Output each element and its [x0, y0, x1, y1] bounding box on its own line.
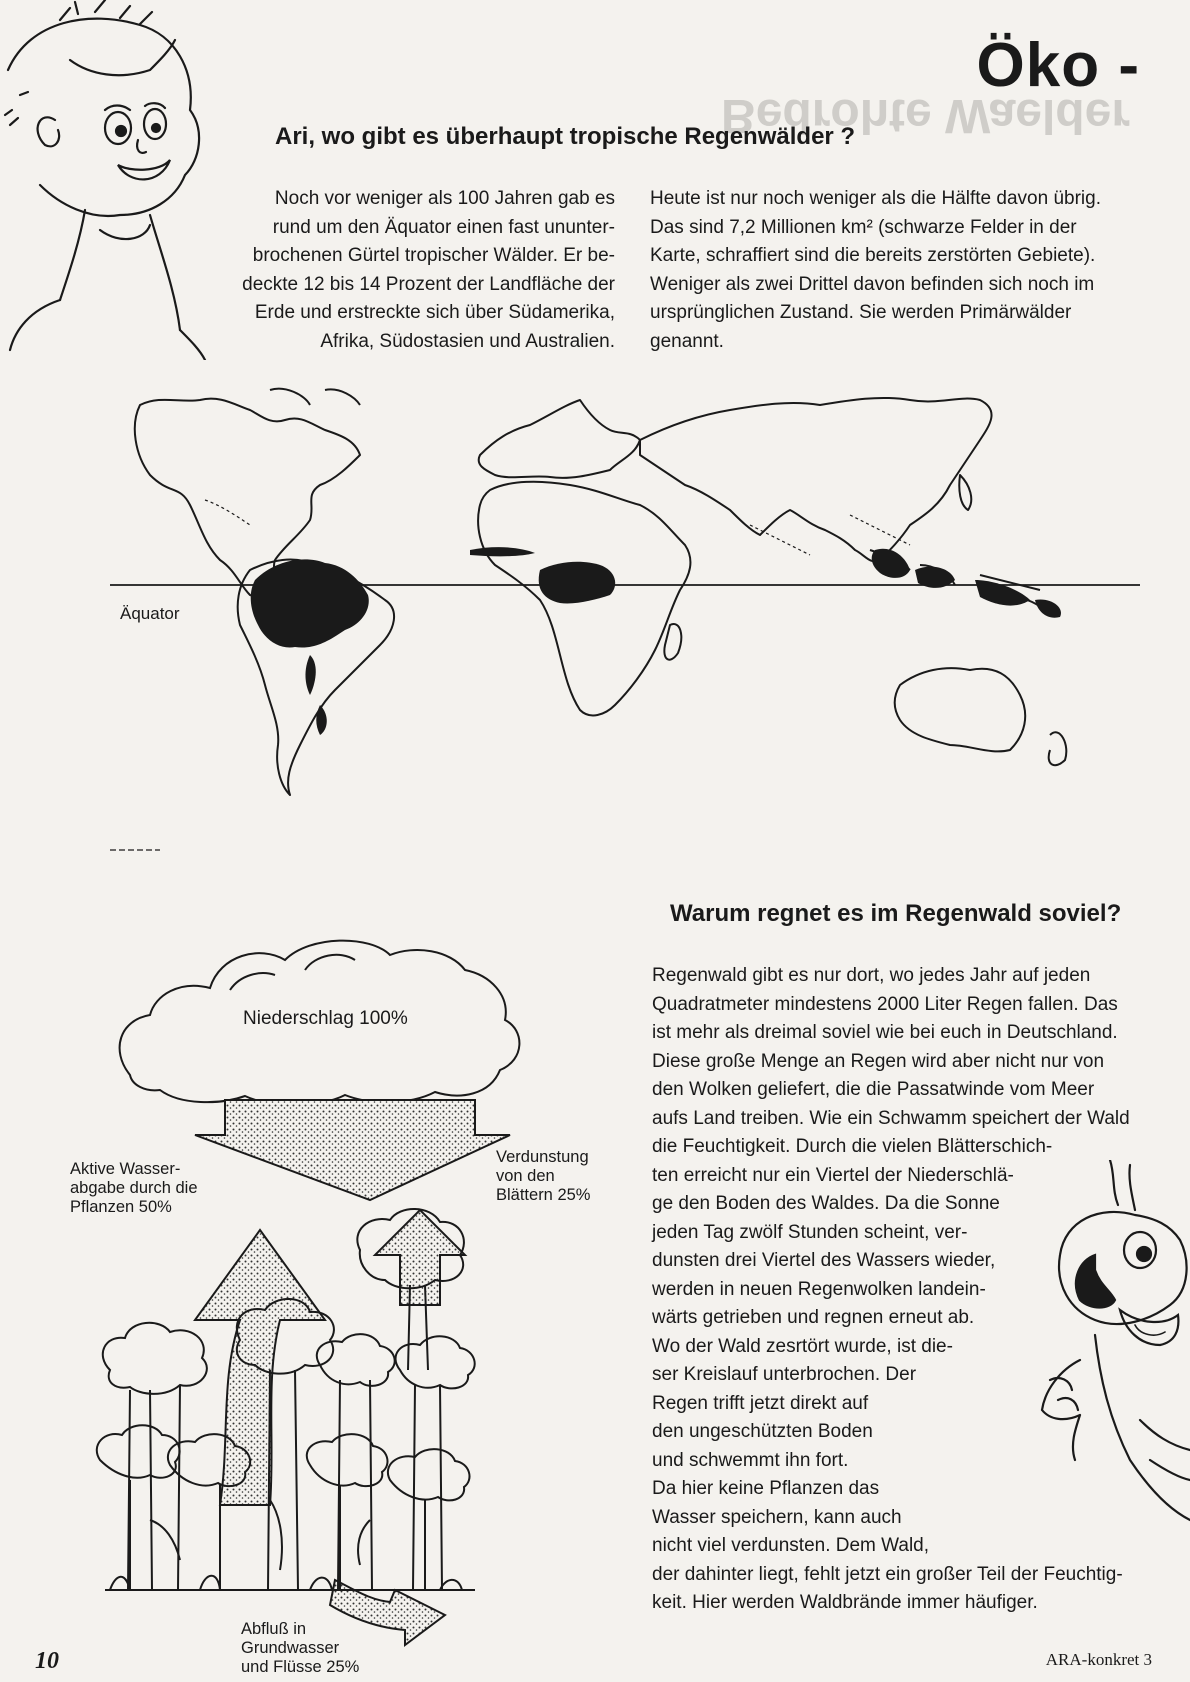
page-number: 10 [35, 1648, 59, 1674]
text-line: deckte 12 bis 14 Prozent der Landfläche der [242, 273, 615, 295]
text-line: die Feuchtigkeit. Durch die vielen Blätterschich- [652, 1136, 1053, 1157]
label-line: Verdunstung [496, 1148, 589, 1166]
europe-outline [479, 400, 640, 478]
text-line: brochenen Gürtel tropischer Wälder. Er be- [252, 245, 615, 266]
text-line: Karte, schraffiert sind die bereits zerstörten Gebiete). [650, 245, 1096, 266]
active-water-arrow [195, 1230, 325, 1505]
text-line: nicht viel verdunsten. Dem Wald, [652, 1535, 930, 1556]
congo-forest-area [539, 562, 616, 604]
text-line: jeden Tag zwölf Stunden scheint, ver- [652, 1221, 968, 1243]
text-line: Da hier keine Pflanzen das [652, 1478, 880, 1499]
text-line: werden in neuen Regenwolken landein- [652, 1278, 986, 1300]
text-line: Noch vor weniger als 100 Jahren gab es [274, 188, 615, 209]
section-heading-where: Ari, wo gibt es überhaupt tropische Regenwälder ? [275, 123, 856, 150]
text-line: Regenwald gibt es nur dort, wo jedes Jahr auf jeden [652, 965, 1091, 986]
label-line: Aktive Wasser- [70, 1160, 181, 1178]
text-line: und schwemmt ihn fort. [652, 1449, 849, 1471]
label-line: Abfluß in [241, 1620, 307, 1638]
text-line: Das sind 7,2 Millionen km² (schwarze Felder in der [650, 216, 1077, 238]
label-line: und Flüsse 25% [241, 1658, 360, 1676]
label-line: Grundwasser [241, 1639, 340, 1657]
text-line: genannt. [650, 330, 724, 352]
intro-paragraph-left [160, 185, 615, 356]
text-line: keit. Hier werden Waldbrände immer häufiger. [652, 1592, 1038, 1613]
text-line: aufs Land treiben. Wie ein Schwamm speichert der Wald [652, 1107, 1130, 1129]
section-heading-why-rain: Warum regnet es im Regenwald soviel? [670, 900, 1122, 927]
text-line: ursprünglichen Zustand. Sie werden Primärwälder [650, 302, 1072, 323]
southeast-asia-forest-area [872, 549, 910, 578]
text-line: Quadratmeter mindestens 2000 Liter Regen fallen. Das [652, 993, 1118, 1015]
label-line: abgabe durch die [70, 1179, 198, 1197]
page-title: Öko - [976, 31, 1140, 100]
intro-paragraph-right [650, 185, 1150, 356]
label-line: Pflanzen 50% [70, 1198, 172, 1216]
equator-label: Äquator [120, 604, 180, 623]
text-line: ge den Boden des Waldes. Da die Sonne [652, 1193, 1000, 1214]
text-line: Wo der Wald zesrtört wurde, ist die- [652, 1335, 953, 1357]
asia-outline [640, 398, 992, 561]
text-line: Wasser speichern, kann auch [652, 1506, 902, 1528]
text-line: Diese große Menge an Regen wird aber nicht nur von [652, 1050, 1105, 1072]
text-line: Afrika, Südostasien und Australien. [320, 330, 615, 352]
text-line: den Wolken geliefert, die die Passatwinde vom Meer [652, 1079, 1095, 1100]
world-rainforest-map [110, 385, 1170, 855]
rainforest-areas [251, 547, 1061, 735]
australia-outline [895, 668, 1025, 751]
text-line: Weniger als zwei Drittel davon befinden sich noch im [650, 273, 1095, 295]
runoff-label [241, 1620, 359, 1677]
label-line: von den [496, 1167, 555, 1185]
publication-footer: ARA-konkret 3 [1045, 1650, 1152, 1669]
text-line: wärts getrieben und regnen erneut ab. [652, 1307, 975, 1328]
text-line: ten erreicht nur ein Viertel der Niederschlä- [652, 1164, 1014, 1186]
text-line: der dahinter liegt, fehlt jetzt ein großer Teil der Feuchtig- [652, 1563, 1123, 1585]
precipitation-label: Niederschlag 100% [243, 1008, 408, 1029]
text-line: Heute ist nur noch weniger als die Hälfte davon übrig. [650, 188, 1101, 209]
amazon-forest-area [251, 559, 369, 647]
text-line: dunsten drei Viertel des Wassers wieder, [652, 1250, 996, 1271]
evaporation-label [496, 1148, 590, 1205]
label-line: Blättern 25% [496, 1186, 591, 1204]
text-line: rund um den Äquator einen fast ununter- [272, 216, 615, 238]
text-line: ser Kreislauf unterbrochen. Der [652, 1364, 917, 1385]
precipitation-arrow [195, 1100, 510, 1200]
active-water-label [70, 1160, 198, 1217]
text-line: Erde und erstreckte sich über Südamerika, [254, 302, 615, 323]
text-line: Regen trifft jetzt direkt auf [652, 1392, 869, 1414]
text-line: ist mehr als dreimal soviel wie bei euch in Deutschland. [652, 1022, 1118, 1043]
mirrored-ghost-text: Bedrohte Waelder [721, 89, 1130, 142]
parrot-cartoon-illustration [1040, 1160, 1190, 1530]
text-line: den ungeschützten Boden [652, 1421, 873, 1442]
